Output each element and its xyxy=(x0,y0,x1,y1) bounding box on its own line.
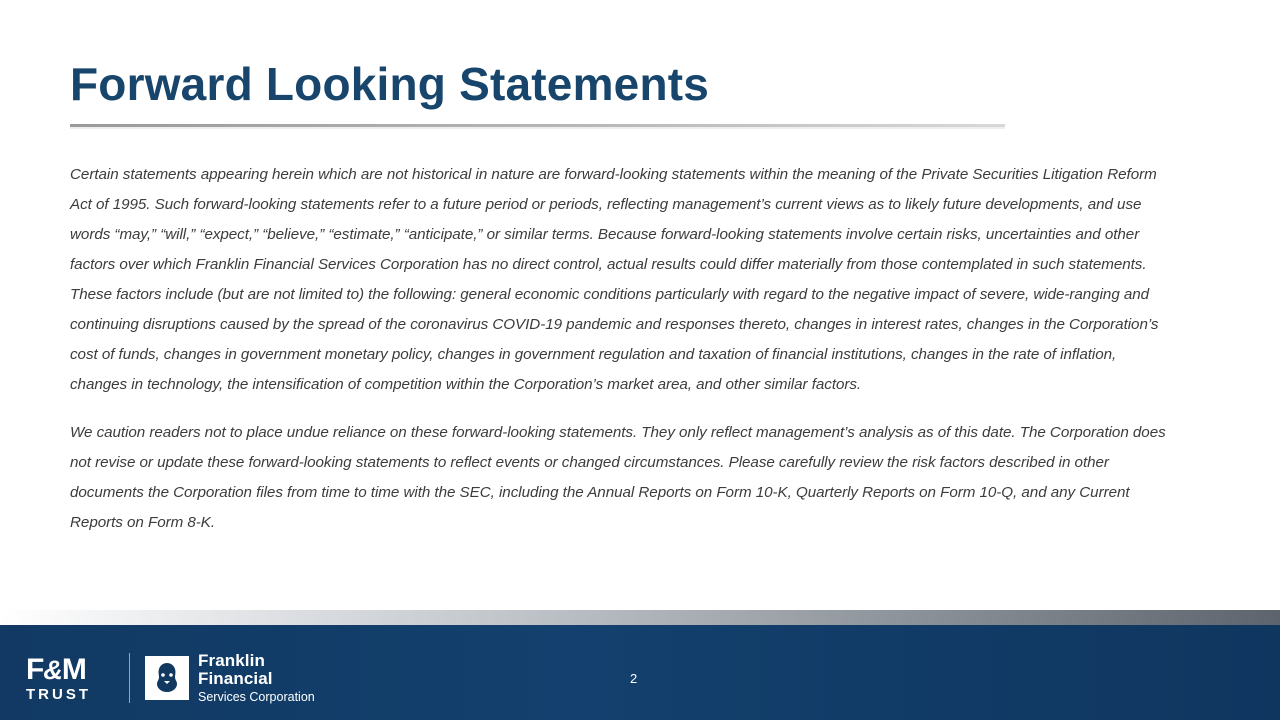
footer-gradient-bar xyxy=(0,610,1280,625)
title-divider xyxy=(70,124,1005,127)
body-content xyxy=(70,160,1170,538)
fm-trust-logo-top: F&M xyxy=(26,653,86,686)
fm-trust-logo-bottom: TRUST xyxy=(26,686,91,703)
franklin-financial-logo-text xyxy=(198,652,330,704)
page-number: 2 xyxy=(630,671,638,686)
lion-crest-icon xyxy=(145,656,189,700)
franklin-financial-logo-line2: Services Corporation xyxy=(198,689,315,704)
paragraph-1: Certain statements appearing herein which are not historical in nature are forward-looking statements within the meaning of the Private Securities Litigation Reform Act of 1995. Such forward-looking statements refer to a future period or periods, reflecting management’s current views as to likely future developments, and use words “may,” “will,” “expect,” “believe,” “estimate,” “anticipate,” or similar terms. Because forward-looking statements involve certain risks, uncertainties and other factors over which Franklin Financial Services Corporation has no direct control, actual results could differ materially from those contemplated in such statements. These factors include (but are not limited to) the following: general economic conditions particularly with regard to the negative impact of severe, wide-ranging and continuing disruptions caused by the spread of the coronavirus COVID-19 pandemic and responses thereto, changes in interest rates, changes in the Corporation’s cost of funds, changes in government monetary policy, changes in government regulation and taxation of financial institutions, changes in the rate of inflation, changes in technology, the intensification of competition within the Corporation’s market area, and other similar factors. xyxy=(70,166,1159,393)
paragraph-2: We caution readers not to place undue reliance on these forward-looking statements. They only reflect management’s analysis as of this date. The Corporation does not revise or update these forward-looking statements to reflect events or changed circumstances. Please carefully review the risk factors described in other documents the Corporation files from time to time with the SEC, including the Annual Reports on Form 10-K, Quarterly Reports on Form 10-Q, and any Current Reports on Form 8-K. xyxy=(70,424,1166,531)
page-title: Forward Looking Statements xyxy=(70,58,710,110)
franklin-financial-logo-line1: Franklin Financial xyxy=(198,651,273,688)
fm-trust-logo xyxy=(26,655,114,701)
title-block xyxy=(70,55,1170,113)
logo-divider xyxy=(129,653,130,703)
franklin-financial-logo xyxy=(145,652,330,704)
